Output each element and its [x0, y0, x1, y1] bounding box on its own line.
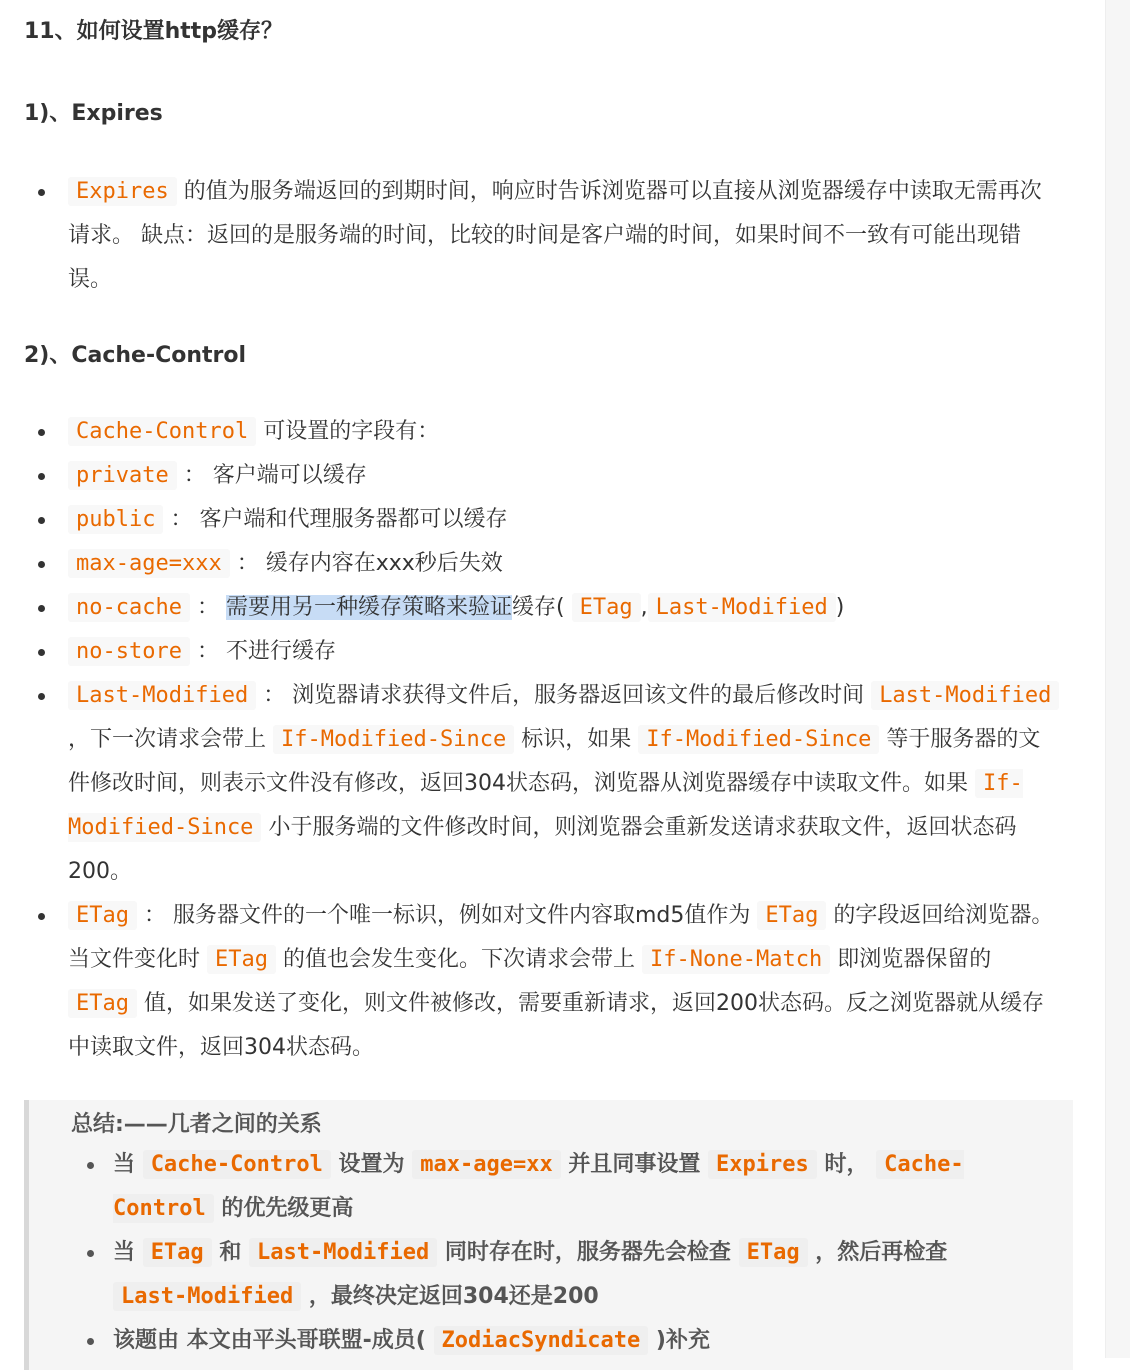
expires-list: [0, 170, 1062, 302]
summary-text: 该题由 本文由平头哥联盟-成员(: [113, 1328, 426, 1353]
list-item: [0, 498, 1062, 542]
inline-code: If-None-Match: [642, 945, 830, 974]
inline-code: Expires: [708, 1150, 817, 1179]
bullet-icon: [38, 913, 45, 920]
bullet-icon: [38, 649, 45, 656]
section-title-cache-control: 2)、Cache-Control: [24, 343, 247, 368]
summary-text: ，最终决定返回304还是200: [308, 1284, 599, 1309]
inline-code: ETag: [207, 945, 276, 974]
item-text: ： 客户端可以缓存: [183, 463, 367, 488]
bullet-icon: [87, 1162, 94, 1169]
item-text: 标识，如果: [521, 727, 632, 752]
bullet-icon: [38, 189, 45, 196]
item-text: ： 客户端和代理服务器都可以缓存: [170, 507, 508, 532]
item-text: ： 浏览器请求获得文件后，服务器返回该文件的最后修改时间: [263, 683, 865, 708]
item-text: ，下一次请求会带上: [68, 727, 267, 752]
summary-text: 和: [219, 1240, 242, 1265]
bullet-icon: [87, 1250, 94, 1257]
summary-text: 当: [113, 1152, 136, 1177]
bullet-icon: [38, 429, 45, 436]
item-text: 即浏览器保留的: [837, 947, 992, 972]
selected-text[interactable]: 需要用另一种缓存策略来验证: [225, 595, 512, 620]
item-text: ：: [196, 595, 219, 620]
inline-code: If-Modified-Since: [68, 771, 1023, 840]
item-text: ： 不进行缓存: [196, 639, 336, 664]
inline-code: Cache-Control: [113, 1152, 964, 1221]
inline-code: Last-Modified: [648, 593, 836, 622]
inline-code: Last-Modified: [113, 1282, 301, 1311]
list-item: [0, 586, 1062, 630]
inline-code: ETag: [143, 1238, 212, 1267]
inline-code: private: [68, 461, 177, 490]
summary-text: ，然后再检查: [815, 1240, 948, 1265]
summary-title: 总结:——几者之间的关系: [71, 1112, 322, 1137]
summary-item: [29, 1143, 1013, 1231]
list-item: [0, 170, 1062, 302]
item-text: 可设置的字段有：: [263, 419, 440, 444]
item-text: ): [835, 595, 845, 620]
inline-code: max-age=xx: [412, 1150, 560, 1179]
inline-code: Cache-Control: [68, 417, 256, 446]
summary-text: 并且同事设置: [568, 1152, 701, 1177]
item-text: 的值为服务端返回的到期时间，响应时告诉浏览器可以直接从浏览器缓存中读取无需再次请求。 缺点：返回的是服务端的时间，比较的时间是客户端的时间，如果时间不一致有可能出现错误。: [68, 179, 1042, 292]
inline-code: Last-Modified: [68, 681, 256, 710]
inline-code: max-age=xxx: [68, 549, 230, 578]
list-item: [0, 630, 1062, 674]
summary-item: [29, 1319, 1013, 1363]
scrollbar-track[interactable]: [1105, 0, 1130, 1358]
inline-code: no-store: [68, 637, 190, 666]
inline-code: ETag: [68, 901, 137, 930]
inline-code: ETag: [757, 901, 826, 930]
summary-item: [29, 1231, 1013, 1319]
inline-code: Last-Modified: [249, 1238, 437, 1267]
inline-code: ETag: [572, 593, 641, 622]
item-text: 缓存(: [512, 595, 565, 620]
item-text: 的字段返回给浏览器。当文件变化时: [68, 903, 1054, 972]
inline-code: If-Modified-Since: [638, 725, 879, 754]
list-item-etag: [0, 894, 1062, 1070]
summary-text: 当: [113, 1240, 136, 1265]
bullet-icon: [38, 473, 45, 480]
inline-code: ETag: [739, 1238, 808, 1267]
inline-code: Cache-Control: [143, 1150, 331, 1179]
item-text: ： 缓存内容在xxx秒后失效: [236, 551, 503, 576]
list-item-last-modified: [0, 674, 1062, 894]
inline-code: Expires: [68, 177, 177, 206]
inline-code: no-cache: [68, 593, 190, 622]
list-item: [0, 454, 1062, 498]
item-text: 的值也会发生变化。下次请求会带上: [283, 947, 636, 972]
item-text: 小于服务端的文件修改时间，则浏览器会重新发送请求获取文件，返回状态码200。: [68, 815, 1017, 884]
inline-code: Last-Modified: [871, 681, 1059, 710]
summary-text: )补充: [655, 1328, 710, 1353]
item-text: ,: [640, 595, 648, 620]
section-title-expires: 1)、Expires: [24, 101, 163, 126]
inline-code: ETag: [68, 989, 137, 1018]
item-text: 等于服务器的文件修改时间，则表示文件没有修改，返回304状态码，浏览器从浏览器缓存中读取文件。如果: [68, 727, 1041, 796]
bullet-icon: [38, 517, 45, 524]
bullet-icon: [38, 561, 45, 568]
item-text: ： 服务器文件的一个唯一标识，例如对文件内容取md5值作为: [143, 903, 751, 928]
summary-text: 同时存在时，服务器先会检查: [444, 1240, 731, 1265]
inline-code: If-Modified-Since: [273, 725, 514, 754]
summary-text: 时，: [824, 1152, 869, 1177]
item-text: 值，如果发送了变化，则文件被修改，需要重新请求，返回200状态码。反之浏览器就从缓存中读取文件，返回304状态码。: [68, 991, 1044, 1060]
summary-blockquote: [24, 1100, 1073, 1370]
inline-code: ZodiacSyndicate: [434, 1326, 649, 1355]
bullet-icon: [38, 693, 45, 700]
list-item: [0, 410, 1062, 454]
summary-text: 设置为: [338, 1152, 405, 1177]
question-heading: 11、如何设置http缓存？: [24, 19, 284, 44]
bullet-icon: [87, 1338, 94, 1345]
cache-control-list: [0, 410, 1062, 1070]
inline-code: public: [68, 505, 163, 534]
list-item: [0, 542, 1062, 586]
bullet-icon: [38, 605, 45, 612]
summary-text: 的优先级更高: [221, 1196, 354, 1221]
